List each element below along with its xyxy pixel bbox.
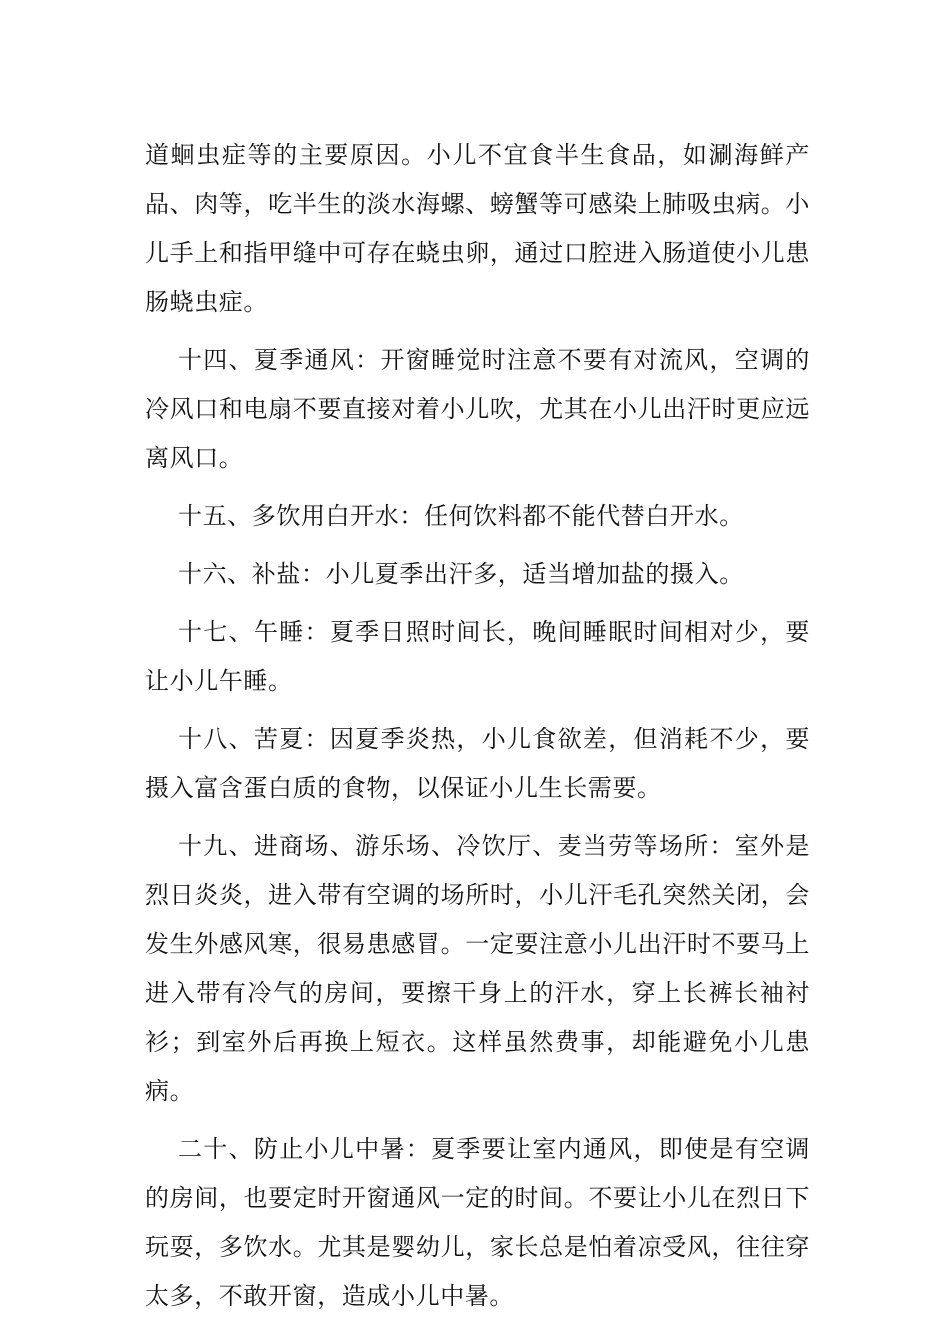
paragraph-continuation: 道蛔虫症等的主要原因。小儿不宜食半生食品，如涮海鲜产品、肉等，吃半生的淡水海螺、螃蟹等可感染上肺吸虫病。小儿手上和指甲缝中可存在蛲虫卵，通过口腔进入肠道使小儿患肠蛲虫症。 — [145, 141, 810, 316]
paragraph-20-heatstroke: 二十、防止小儿中暑：夏季要让室内通风，即使是有空调的房间，也要定时开窗通风一定的时间。不要让小儿在烈日下玩耍，多饮水。尤其是婴幼儿，家长总是怕着凉受风，往往穿太多，不敢开窗，造成小儿中暑。 — [145, 1135, 810, 1310]
paragraph-15-drink-water: 十五、多饮用白开水：任何饮料都不能代替白开水。 — [178, 502, 744, 530]
paragraph-19-public-places: 十九、进商场、游乐场、冷饮厅、麦当劳等场所：室外是烈日炎炎，进入带有空调的场所时，小儿汗毛孔突然关闭，会发生外感风寒，很易患感冒。一定要注意小儿出汗时不要马上进入带有冷气的房间，要擦干身上的汗水，穿上长裤长袖衬衫；到室外后再换上短衣。这样虽然费事，却能避免小儿患病。 — [145, 832, 810, 1105]
paragraph-14-summer-ventilation: 十四、夏季通风：开窗睡觉时注意不要有对流风，空调的冷风口和电扇不要直接对着小儿吹，尤其在小儿出汗时更应远离风口。 — [145, 346, 810, 472]
paragraph-17-nap: 十七、午睡：夏季日照时间长，晚间睡眠时间相对少，要让小儿午睡。 — [145, 618, 810, 695]
paragraph-18-summer-appetite: 十八、苦夏：因夏季炎热，小儿食欲差，但消耗不少，要摄入富含蛋白质的食物，以保证小儿生长需要。 — [145, 725, 810, 802]
document-body — [145, 131, 810, 1330]
paragraph-16-salt: 十六、补盐：小儿夏季出汗多，适当增加盐的摄入。 — [178, 560, 744, 588]
